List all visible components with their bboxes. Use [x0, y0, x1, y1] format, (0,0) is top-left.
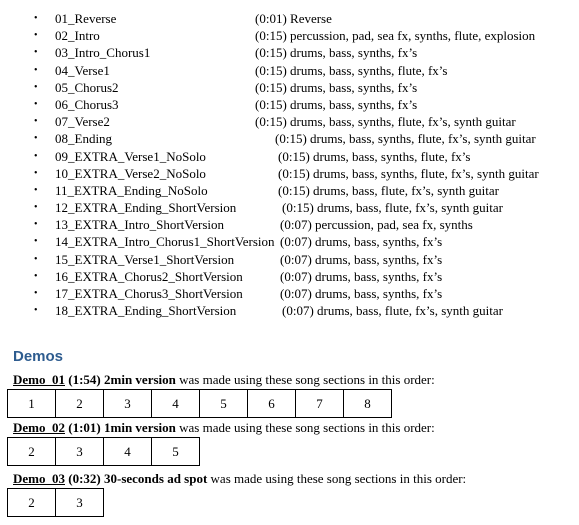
demos-heading: Demos [13, 348, 64, 365]
section-name: 12_EXTRA_Ending_ShortVersion [55, 200, 237, 216]
song-sections-list [0, 10, 579, 319]
order-cell: 2 [8, 489, 56, 517]
section-name: 06_Chorus3 [55, 96, 119, 112]
order-cell: 4 [104, 438, 152, 466]
bullet-icon: • [34, 219, 38, 231]
order-cell: 3 [104, 390, 152, 418]
section-row [0, 216, 579, 233]
demo-time: (1:01) [68, 420, 101, 435]
section-row [0, 62, 579, 79]
demo-title [13, 372, 435, 388]
section-name: 05_Chorus2 [55, 79, 119, 95]
demo-id: Demo_01 [13, 372, 65, 387]
section-name: 14_EXTRA_Intro_Chorus1_ShortVersion [55, 234, 275, 250]
section-name: 16_EXTRA_Chorus2_ShortVersion [55, 268, 243, 284]
bullet-icon: • [34, 202, 38, 214]
section-row [0, 44, 579, 61]
bullet-icon: • [34, 64, 38, 76]
section-description: (0:15) drums, bass, synths, fx’s [255, 45, 418, 61]
bullet-icon: • [34, 81, 38, 93]
section-description: (0:15) drums, bass, synths, flute, fx’s, synth guitar [278, 165, 539, 181]
section-row [0, 79, 579, 96]
demo-suffix: was made using these song sections in this order: [179, 420, 435, 435]
demo-id: Demo_03 [13, 471, 65, 486]
order-row [8, 390, 392, 418]
section-name: 17_EXTRA_Chorus3_ShortVersion [55, 286, 243, 301]
section-description: (0:15) percussion, pad, sea fx, synths, flute, explosion [255, 28, 536, 44]
order-cell: 6 [248, 390, 296, 418]
section-name: 10_EXTRA_Verse2_NoSolo [55, 165, 206, 181]
order-cell: 2 [56, 390, 104, 418]
demo-label: 30-seconds ad spot [104, 471, 208, 486]
section-description: (0:07) drums, bass, synths, fx’s [280, 251, 443, 267]
order-cell: 2 [8, 438, 56, 466]
section-name: 01_Reverse [55, 11, 117, 26]
section-name: 03_Intro_Chorus1 [55, 45, 151, 61]
order-row [8, 489, 104, 517]
demo-time: (0:32) [68, 471, 101, 486]
demo-id: Demo_02 [13, 420, 65, 435]
order-cell: 1 [8, 390, 56, 418]
section-name: 07_Verse2 [55, 114, 110, 130]
section-row [0, 10, 579, 27]
section-row [0, 27, 579, 44]
section-name: 11_EXTRA_Ending_NoSolo [55, 182, 208, 198]
section-order-table [7, 389, 392, 418]
demo-block-3 [13, 471, 466, 517]
demo-title [13, 471, 466, 487]
demo-label: 1min version [104, 420, 176, 435]
order-cell: 3 [56, 489, 104, 517]
demo-title [13, 420, 435, 436]
section-row [0, 165, 579, 182]
section-name: 15_EXTRA_Verse1_ShortVersion [55, 251, 235, 267]
demo-time: (1:54) [68, 372, 101, 387]
bullet-icon: • [34, 270, 38, 282]
section-row [0, 148, 579, 165]
demo-label: 2min version [104, 372, 176, 387]
bullet-icon: • [34, 150, 38, 162]
section-description: (0:15) drums, bass, synths, flute, fx’s, synth guitar [255, 114, 516, 130]
section-name: 04_Verse1 [55, 62, 110, 78]
bullet-icon: • [34, 47, 38, 59]
bullet-icon: • [34, 253, 38, 265]
section-row [0, 130, 579, 147]
bullet-icon: • [34, 116, 38, 128]
bullet-icon: • [34, 167, 38, 179]
section-row [0, 302, 579, 319]
section-row [0, 113, 579, 130]
section-description: (0:07) drums, bass, synths, fx’s [280, 286, 443, 301]
section-description: (0:15) drums, bass, synths, flute, fx’s, synth guitar [275, 131, 536, 147]
section-description: (0:07) drums, bass, synths, fx’s [280, 268, 443, 284]
section-description: (0:01) Reverse [255, 11, 332, 26]
section-row [0, 233, 579, 250]
section-row [0, 285, 579, 302]
section-name: 18_EXTRA_Ending_ShortVersion [55, 303, 237, 319]
section-name: 13_EXTRA_Intro_ShortVersion [55, 217, 224, 233]
section-description: (0:15) drums, bass, synths, flute, fx’s [255, 62, 448, 78]
section-row [0, 96, 579, 113]
section-name: 09_EXTRA_Verse1_NoSolo [55, 148, 206, 164]
section-order-table [7, 437, 200, 466]
section-row [0, 182, 579, 199]
bullet-icon: • [34, 98, 38, 110]
section-description: (0:07) drums, bass, flute, fx’s, synth guitar [282, 303, 503, 319]
order-cell: 5 [152, 438, 200, 466]
demo-suffix: was made using these song sections in this order: [179, 372, 435, 387]
bullet-icon: • [34, 305, 38, 317]
bullet-icon: • [34, 30, 38, 42]
bullet-icon: • [34, 184, 38, 196]
order-cell: 4 [152, 390, 200, 418]
section-order-table [7, 488, 104, 517]
section-description: (0:15) drums, bass, synths, fx’s [255, 79, 418, 95]
order-row [8, 438, 200, 466]
order-cell: 5 [200, 390, 248, 418]
bullet-icon: • [34, 13, 38, 24]
section-row [0, 199, 579, 216]
order-cell: 3 [56, 438, 104, 466]
section-description: (0:15) drums, bass, synths, fx’s [255, 96, 418, 112]
demo-block-1 [13, 372, 435, 418]
section-description: (0:07) percussion, pad, sea fx, synths [280, 217, 473, 233]
demo-block-2 [13, 420, 435, 466]
order-cell: 7 [296, 390, 344, 418]
section-description: (0:15) drums, bass, flute, fx’s, synth guitar [282, 200, 503, 216]
bullet-icon: • [34, 288, 38, 299]
order-cell: 8 [344, 390, 392, 418]
bullet-icon: • [34, 236, 38, 248]
section-description: (0:15) drums, bass, flute, fx’s, synth guitar [278, 182, 499, 198]
section-description: (0:07) drums, bass, synths, fx’s [280, 234, 443, 250]
demo-suffix: was made using these song sections in this order: [210, 471, 467, 486]
bullet-icon: • [34, 133, 38, 145]
section-row [0, 268, 579, 285]
section-row [0, 251, 579, 268]
section-name: 08_Ending [55, 131, 113, 147]
section-description: (0:15) drums, bass, synths, flute, fx’s [278, 148, 471, 164]
section-name: 02_Intro [55, 28, 100, 44]
